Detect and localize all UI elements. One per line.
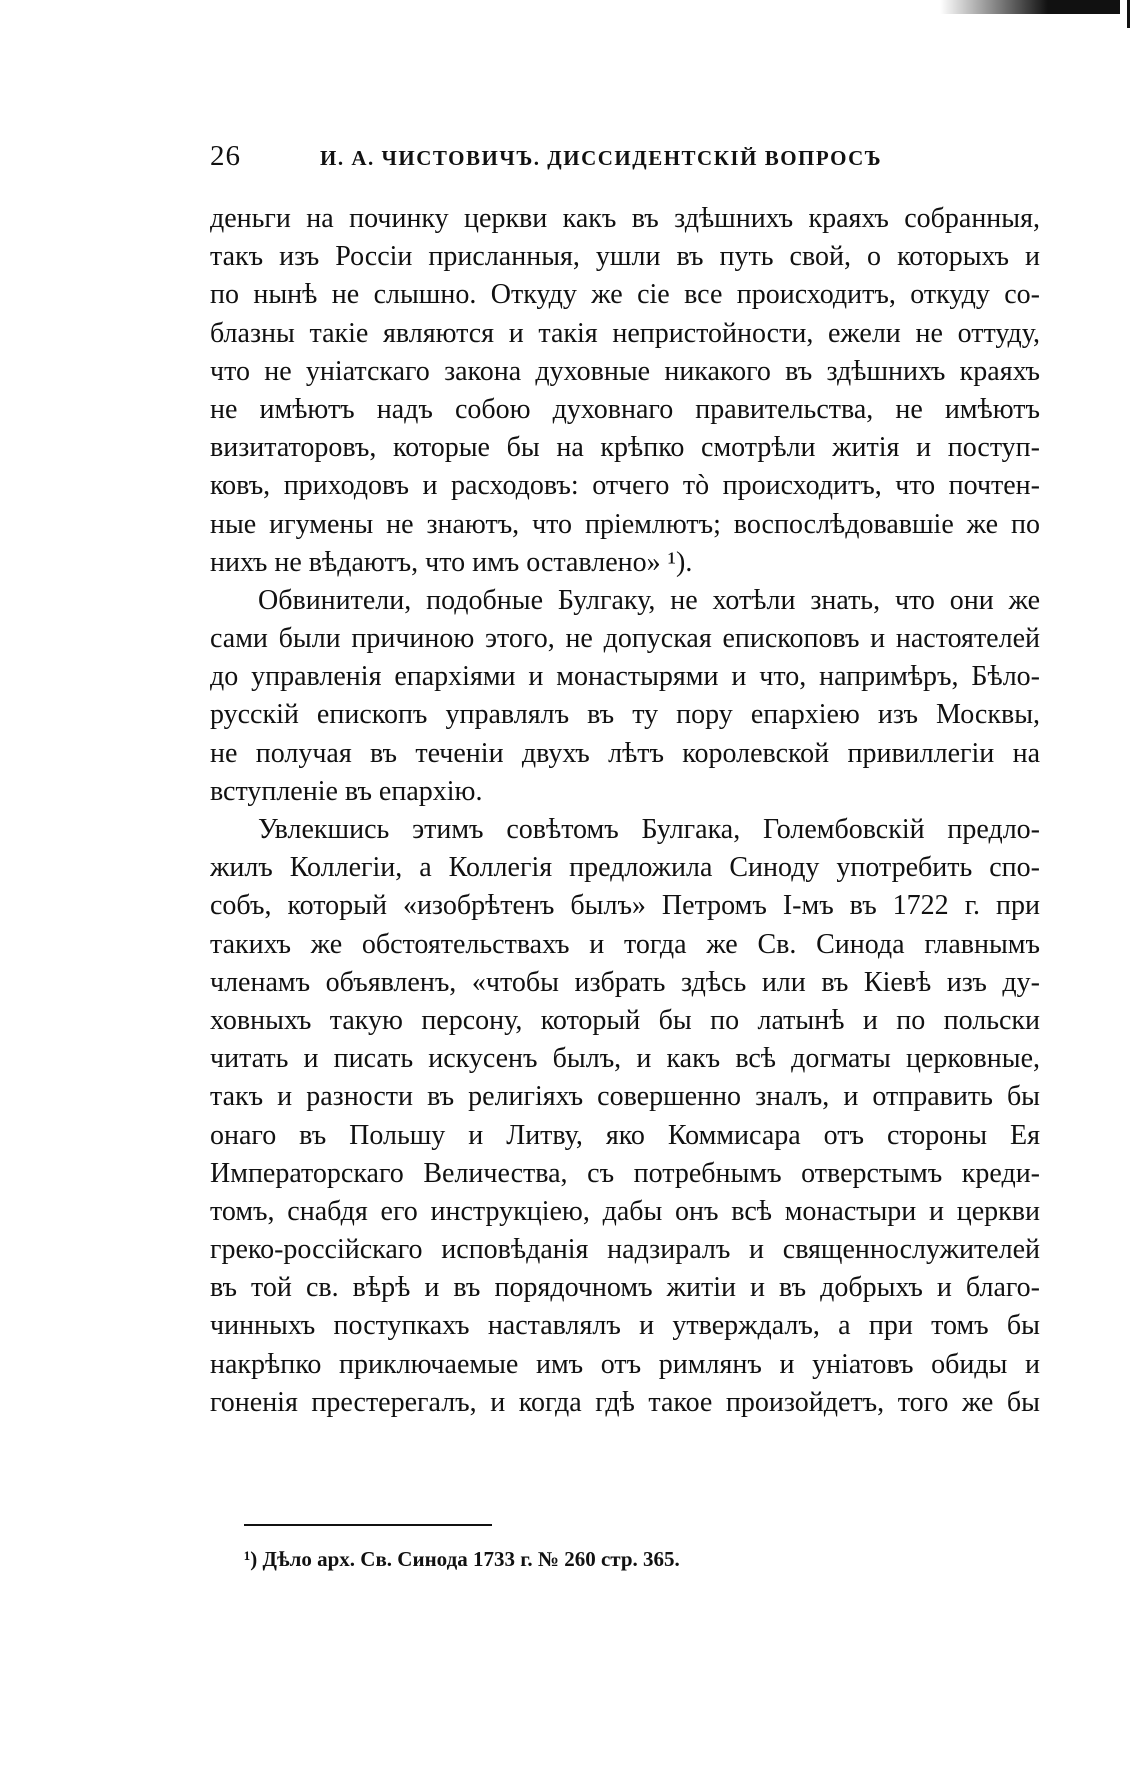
text-line: греко-россійскаго исповѣданія надзиралъ и священнослужителей bbox=[210, 1234, 1040, 1266]
text-line: онаго въ Польшу и Литву, яко Коммисара отъ стороны Ея bbox=[210, 1119, 1040, 1151]
running-head: И. А. ЧИСТОВИЧЪ. ДИССИДЕНТСКІЙ ВОПРОСЪ bbox=[320, 146, 883, 170]
paragraph bbox=[210, 811, 1040, 1422]
paragraph bbox=[210, 200, 1040, 582]
text-line: ховныхъ такую персону, который бы по латынѣ и по польски bbox=[210, 1004, 1040, 1036]
text-line: такъ и разности въ религіяхъ совершенно зналъ, и отправить бы bbox=[210, 1081, 1040, 1113]
text-line: ные игумены не знаютъ, что пріемлютъ; воспослѣдовавшіе же по bbox=[210, 508, 1040, 540]
text-line: томъ, снабдя его инструкціею, дабы онъ всѣ монастыри и церкви bbox=[210, 1195, 1040, 1227]
text-line: гоненія престерегалъ, и когда гдѣ такое произойдетъ, того же бы bbox=[210, 1386, 1040, 1418]
text-line: такъ изъ Россіи присланныя, ушли въ путь свой, о которыхъ и bbox=[210, 241, 1040, 273]
text-line: Обвинители, подобные Булгаку, не хотѣли знать, что они же bbox=[258, 584, 1040, 616]
text-line: читать и писать искусенъ былъ, и какъ всѣ догматы церковные, bbox=[210, 1043, 1040, 1075]
page-number: 26 bbox=[210, 140, 241, 172]
text-line: визитаторовъ, которые бы на крѣпко смотрѣли житія и поступ- bbox=[210, 432, 1040, 464]
text-line: Императорскаго Величества, съ потребнымъ отверстымъ креди- bbox=[210, 1157, 1040, 1189]
text-line: Увлекшись этимъ совѣтомъ Булгака, Голембовскій предло- bbox=[258, 814, 1040, 845]
paragraph bbox=[210, 582, 1040, 811]
text-line: вступленіе въ епархію. bbox=[210, 775, 483, 807]
text-line: ковъ, приходовъ и расходовъ: отчего тò происходитъ, что почтен- bbox=[210, 470, 1040, 502]
footnote: ¹) Дѣло арх. Св. Синода 1733 г. № 260 стр. 365. bbox=[244, 1547, 680, 1571]
text-line: не имѣютъ надъ собою духовнаго правительства, не имѣютъ bbox=[210, 393, 1040, 425]
text-line: деньги на починку церкви какъ въ здѣшнихъ краяхъ собранныя, bbox=[210, 203, 1040, 234]
page-header bbox=[210, 140, 1040, 180]
scan-edge-mark bbox=[940, 0, 1120, 14]
text-line: до управленія епархіями и монастырями и что, напримѣръ, Бѣло- bbox=[210, 661, 1040, 693]
text-line: по нынѣ не слышно. Откуду же сіе все происходитъ, откуду со- bbox=[210, 279, 1040, 311]
scan-edge-mark-right bbox=[1127, 0, 1130, 28]
text-line: что не уніатскаго закона духовные никакого въ здѣшнихъ краяхъ bbox=[210, 355, 1040, 387]
text-line: въ той св. вѣрѣ и въ порядочномъ житіи и въ добрыхъ и благо- bbox=[210, 1272, 1040, 1304]
text-line: русскій епископъ управлялъ въ ту пору епархіею изъ Москвы, bbox=[210, 699, 1040, 731]
text-line: сами были причиною этого, не допуская епископовъ и настоятелей bbox=[210, 623, 1040, 655]
text-line: накрѣпко приключаемые имъ отъ римлянъ и уніатовъ обиды и bbox=[210, 1348, 1040, 1380]
text-line: чинныхъ поступкахъ наставлялъ и утверждалъ, а при томъ бы bbox=[210, 1310, 1040, 1342]
text-line: собъ, который «изобрѣтенъ былъ» Петромъ I-мъ въ 1722 г. при bbox=[210, 890, 1040, 922]
text-line: такихъ же обстоятельствахъ и тогда же Св. Синода главнымъ bbox=[210, 928, 1040, 960]
body-text bbox=[210, 200, 1040, 1422]
text-line: не получая въ теченіи двухъ лѣтъ королевской привиллегіи на bbox=[210, 737, 1040, 769]
text-line: жилъ Коллегіи, а Коллегія предложила Синоду употребить спо- bbox=[210, 852, 1040, 884]
footnote-divider bbox=[244, 1524, 492, 1526]
text-line: нихъ не вѣдаютъ, что имъ оставлено» ¹). bbox=[210, 546, 693, 578]
text-line: блазны такіе являются и такія непристойности, ежели не оттуду, bbox=[210, 317, 1040, 349]
text-line: членамъ объявленъ, «чтобы избрать здѣсь или въ Кіевѣ изъ ду- bbox=[210, 966, 1040, 998]
